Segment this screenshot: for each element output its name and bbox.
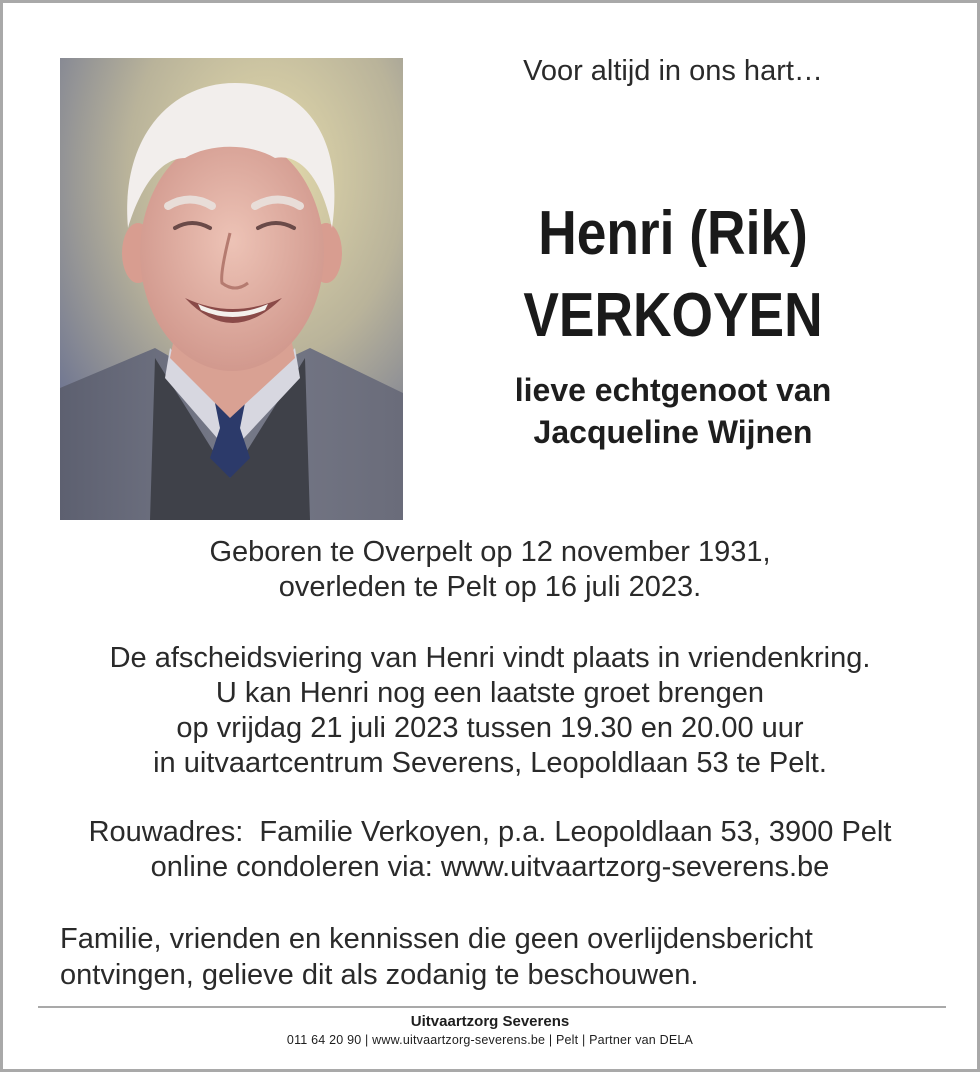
contact-section [23, 815, 957, 885]
ceremony-section [23, 641, 957, 781]
birth-line: Geboren te Overpelt op 12 november 1931, [209, 536, 771, 568]
ceremony-line-2: U kan Henri nog een laatste groet brengen [215, 677, 765, 709]
ceremony-line-3: op vrijdag 21 juli 2023 tussen 19.30 en 20.00 uur [176, 712, 804, 744]
portrait-photo [60, 58, 403, 520]
online-condolence-link: online condoleren via: www.uitvaartzorg-severens.be [150, 851, 830, 883]
portrait-illustration [60, 58, 403, 520]
footer-company: Uitvaartzorg Severens [410, 1013, 570, 1030]
death-line: overleden te Pelt op 16 juli 2023. [278, 571, 702, 603]
deceased-name [475, 193, 871, 357]
notice-line-2: ontvingen, gelieve dit als zodanig te beschouwen. [60, 959, 699, 991]
motto-text: Voor altijd in ons hart… [523, 55, 823, 87]
footer-info: 011 64 20 90 | www.uitvaartzorg-severens.be | Pelt | Partner van DELA [286, 1033, 694, 1047]
ceremony-line-4: in uitvaartcentrum Severens, Leopoldlaan 53 te Pelt. [153, 747, 827, 779]
ceremony-line-1: De afscheidsviering van Henri vindt plaats in vriendenkring. [109, 642, 871, 674]
notice-section [60, 921, 940, 993]
mourning-address: Rouwadres: Familie Verkoyen, p.a. Leopoldlaan 53, 3900 Pelt [88, 816, 892, 848]
spouse-name: Jacqueline Wijnen [533, 414, 813, 450]
deceased-first-name: Henri (Rik) [538, 199, 808, 268]
spouse-relation: lieve echtgenoot van [514, 372, 832, 408]
footer-divider [38, 1006, 946, 1008]
dates-section [23, 535, 957, 605]
spouse-section [433, 369, 913, 453]
notice-line-1: Familie, vrienden en kennissen die geen overlijdensbericht [60, 923, 813, 955]
deceased-last-name: VERKOYEN [523, 281, 823, 350]
